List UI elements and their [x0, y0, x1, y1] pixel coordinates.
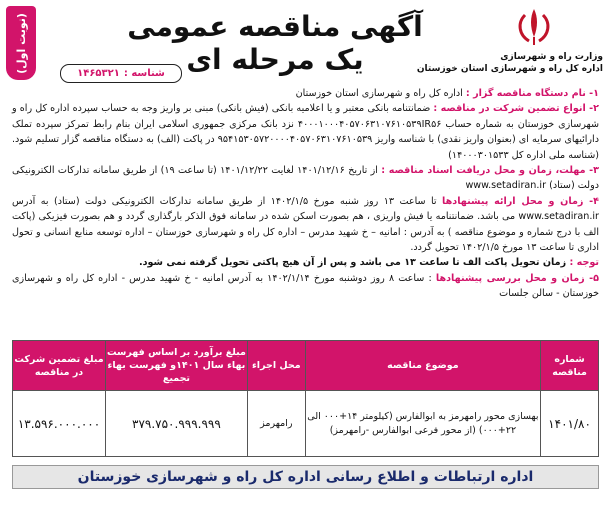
item-5-text: : ساعت ۸ روز دوشنبه مورخ ۱۴۰۲/۱/۱۴ به آدرس امانیه - خ شهید مدرس - اداره کل راه و شهرسازی خوزستان - سالن جلسات — [12, 272, 599, 300]
table-row — [13, 391, 599, 457]
footer-banner — [12, 465, 599, 489]
notice-title: آگهی مناقصه عمومی یک مرحله ای — [127, 10, 423, 76]
item-5-label: ۵- زمان و محل بررسی پیشنهادها — [435, 272, 599, 284]
item-3-label: ۳- مهلت، زمان و محل دریافت اسناد مناقصه : — [381, 165, 600, 177]
cell-location: رامهرمز — [247, 391, 305, 457]
notice-body — [12, 86, 599, 302]
notice-id-value: ۱۴۶۵۳۲۱ — [77, 68, 120, 79]
col-header-estimate: مبلغ برآورد بر اساس فهرست بهاء سال ۱۴۰۱و فهرست بهاء تجمیع — [106, 341, 248, 391]
item-1 — [12, 86, 599, 101]
item-4 — [12, 194, 599, 256]
cell-subject: بهسازی محور رامهرمز به ابوالفارس (کیلومتر ۱۴+۰۰۰ الی ۲۲+۰۰۰) (از محور فرعی ابوالفارس -رامهرمز) — [305, 391, 540, 457]
item-3-text: از تاریخ ۱۴۰۱/۱۲/۱۶ لغایت ۱۴۰۱/۱۲/۲۲ (تا ساعت ۱۹) از طریق سامانه تدارکات الکترونیکی دولت (ستاد) www.setadiran.ir — [12, 165, 599, 192]
col-header-location: محل اجراء — [247, 341, 305, 391]
publication-badge — [6, 6, 36, 80]
notice-id — [60, 64, 182, 83]
col-header-subject: موضوع مناقصه — [305, 341, 540, 391]
col-header-guarantee: مبلغ تضمین شرکت در مناقصه — [13, 341, 106, 391]
item-4-label: ۴- زمان و محل ارائه پیشنهادها — [442, 195, 599, 207]
item-2 — [12, 101, 599, 163]
col-header-number: شماره مناقصه — [541, 341, 599, 391]
note-text: زمان تحویل پاکت الف تا ساعت ۱۳ می باشد و پس از آن هیچ پاکتی تحویل گرفته نمی شود. — [138, 257, 570, 269]
badge-label: (نوبت اول) — [14, 12, 28, 74]
notice-id-label: شناسه : — [123, 68, 165, 79]
ministry-name: وزارت راه و شهرسازی — [500, 52, 603, 62]
note — [12, 255, 599, 270]
item-1-text: اداره کل راه و شهرسازی استان خوزستان — [295, 88, 466, 99]
organization-name: اداره کل راه و شهرسازی استان خوزستان — [416, 64, 603, 74]
item-2-text: ضمانتنامه بانکی معتبر و یا اعلامیه بانکی (فیش بانکی) مبنی بر واریز وجه به حساب سپرده اداره کل راه و شهرسازی خوزستان به شماره حساب ۴۰۰۰۱۰۰۰۴۰۵۷۰۶۳۱۰۷۶۱۰۵۳۹IR۵۶ نزد بانک مرکزی جمهوری اسلامی ایران بنام رابط تمرکز سپرده تملک دارائیهای سرمایه ای (بعنوان واریز نقدی) با شناسه واریز ۹۵۴۱۵۳۰۵۷۲۰۰۰۰۴۰۵۷۰۶۳۱۰۷۶۱۰۵۳۹ در پاکت (الف) به دستگاه مناقصه گزار تسلیم شود. (شناسه ملی اداره کل ۱۴۰۰۰۳۰۱۵۳۳) — [12, 103, 599, 161]
iran-emblem-logo — [503, 5, 565, 49]
table-header-row — [13, 341, 599, 391]
notice-header — [0, 0, 611, 80]
note-label: توجه : — [569, 257, 599, 269]
item-4-text: تا ساعت ۱۳ روز شنبه مورخ ۱۴۰۲/۱/۵ از طریق سامانه تدارکات الکترونیکی دولت (ستاد) به آدرس www.setadiran.ir می باشد. ضمانتنامه یا فیش واریزی ، هم بصورت اسکن شده در سامانه فوق الذکر بارگذاری گردد و هم بصورت فیزیکی (پاکت الف با درج شماره و موضوع مناقصه ) به آدرس : امانیه – خ شهید مدرس – اداره کل راه و شهرسازی خوزستان – اداره توسعه منابع انسانی و تحول اداری تا ساعت ۱۳ مورخ ۱۴۰۲/۱/۵ تحویل گردد. — [12, 195, 599, 254]
item-1-label: ۱- نام دستگاه مناقصه گزار : — [465, 88, 599, 99]
item-3 — [12, 163, 599, 194]
item-2-label: ۲- انواع تضمین شرکت در مناقصه : — [433, 103, 599, 115]
item-5 — [12, 271, 599, 302]
tender-table — [12, 340, 599, 457]
cell-estimate: ۳۷۹.۷۵۰.۹۹۹.۹۹۹ — [106, 391, 248, 457]
cell-number: ۱۴۰۱/۸۰ — [541, 391, 599, 457]
cell-guarantee: ۱۳.۵۹۶.۰۰۰.۰۰۰ — [13, 391, 106, 457]
footer-text: اداره ارتباطات و اطلاع رسانی اداره کل راه و شهرسازی خوزستان — [77, 469, 534, 485]
